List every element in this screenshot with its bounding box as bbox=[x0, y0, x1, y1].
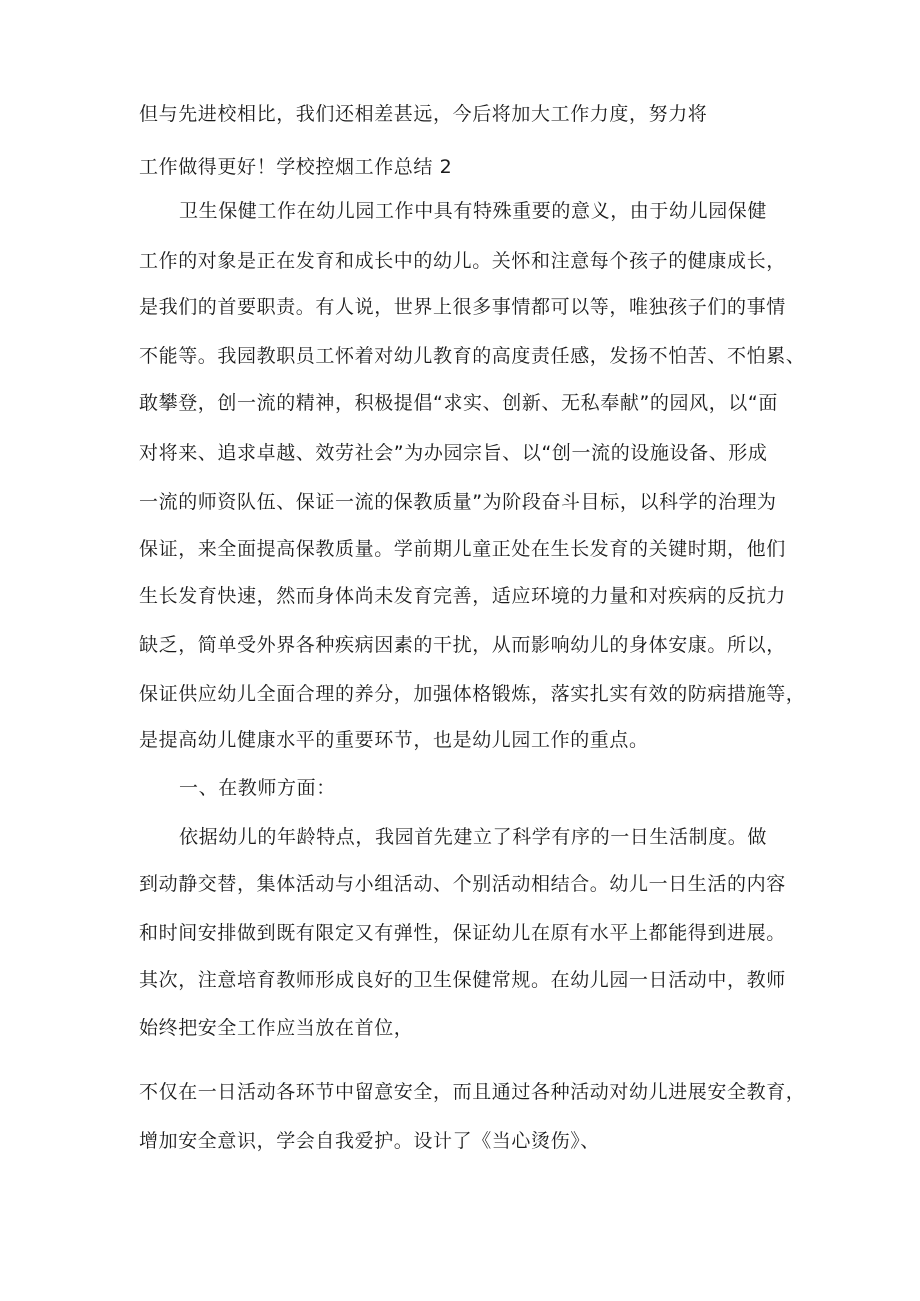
text-line: 对将来、追求卓越、效劳社会”为办园宗旨、以“创一流的设施设备、形成 bbox=[139, 442, 768, 464]
text-line: 一流的师资队伍、保证一流的保教质量”为阶段奋斗目标，以科学的治理为 bbox=[139, 491, 777, 513]
text-line: 是提高幼儿健康水平的重要环节，也是幼儿园工作的重点。 bbox=[139, 729, 649, 751]
text-line: 保证，来全面提高保教质量。学前期儿童正处在生长发育的关键时期，他们 bbox=[139, 538, 786, 560]
text-line: 不仅在一日活动各环节中留意安全，而且通过各种活动对幼儿进展安全教育， bbox=[139, 1081, 806, 1103]
section-heading: 一、在教师方面： bbox=[179, 777, 336, 799]
text-line: 工作的对象是正在发育和成长中的幼儿。关怀和注意每个孩子的健康成长， bbox=[139, 250, 786, 272]
text-line: 到动静交替，集体活动与小组活动、个别活动相结合。幼儿一日生活的内容 bbox=[139, 873, 786, 895]
text-line: 始终把安全工作应当放在首位， bbox=[139, 1017, 414, 1039]
text-line: 保证供应幼儿全面合理的养分，加强体格锻炼，落实扎实有效的防病措施等， bbox=[139, 683, 806, 705]
text-line: 增加安全意识，学会自我爱护。设计了《当心烫伤》、 bbox=[139, 1130, 600, 1152]
text-line: 缺乏，简单受外界各种疾病因素的干扰，从而影响幼儿的身体安康。所以， bbox=[139, 634, 786, 656]
text-line: 和时间安排做到既有限定又有弹性，保证幼儿在原有水平上都能得到进展。 bbox=[139, 922, 786, 944]
text-line: 敢攀登，创一流的精神，积极提倡“求实、创新、无私奉献”的园风，以“面 bbox=[139, 392, 778, 414]
text-line: 生长发育快速，然而身体尚未发育完善，适应环境的力量和对疾病的反抗力 bbox=[139, 585, 786, 607]
text-line-title: 工作做得更好！学校控烟工作总结 2 bbox=[139, 156, 453, 178]
text-line: 不能等。我园教职员工怀着对幼儿教育的高度责任感，发扬不怕苦、不怕累、 bbox=[139, 345, 806, 367]
text-line: 依据幼儿的年龄特点，我园首先建立了科学有序的一日生活制度。做 bbox=[179, 826, 768, 848]
text-line: 卫生保健工作在幼儿园工作中具有特殊重要的意义，由于幼儿园保健 bbox=[179, 200, 768, 222]
text-line: 但与先进校相比，我们还相差甚远，今后将加大工作力度，努力将 bbox=[139, 103, 708, 125]
text-line: 其次，注意培育教师形成良好的卫生保健常规。在幼儿园一日活动中，教师 bbox=[139, 969, 786, 991]
text-line: 是我们的首要职责。有人说，世界上很多事情都可以等，唯独孩子们的事情 bbox=[139, 296, 786, 318]
